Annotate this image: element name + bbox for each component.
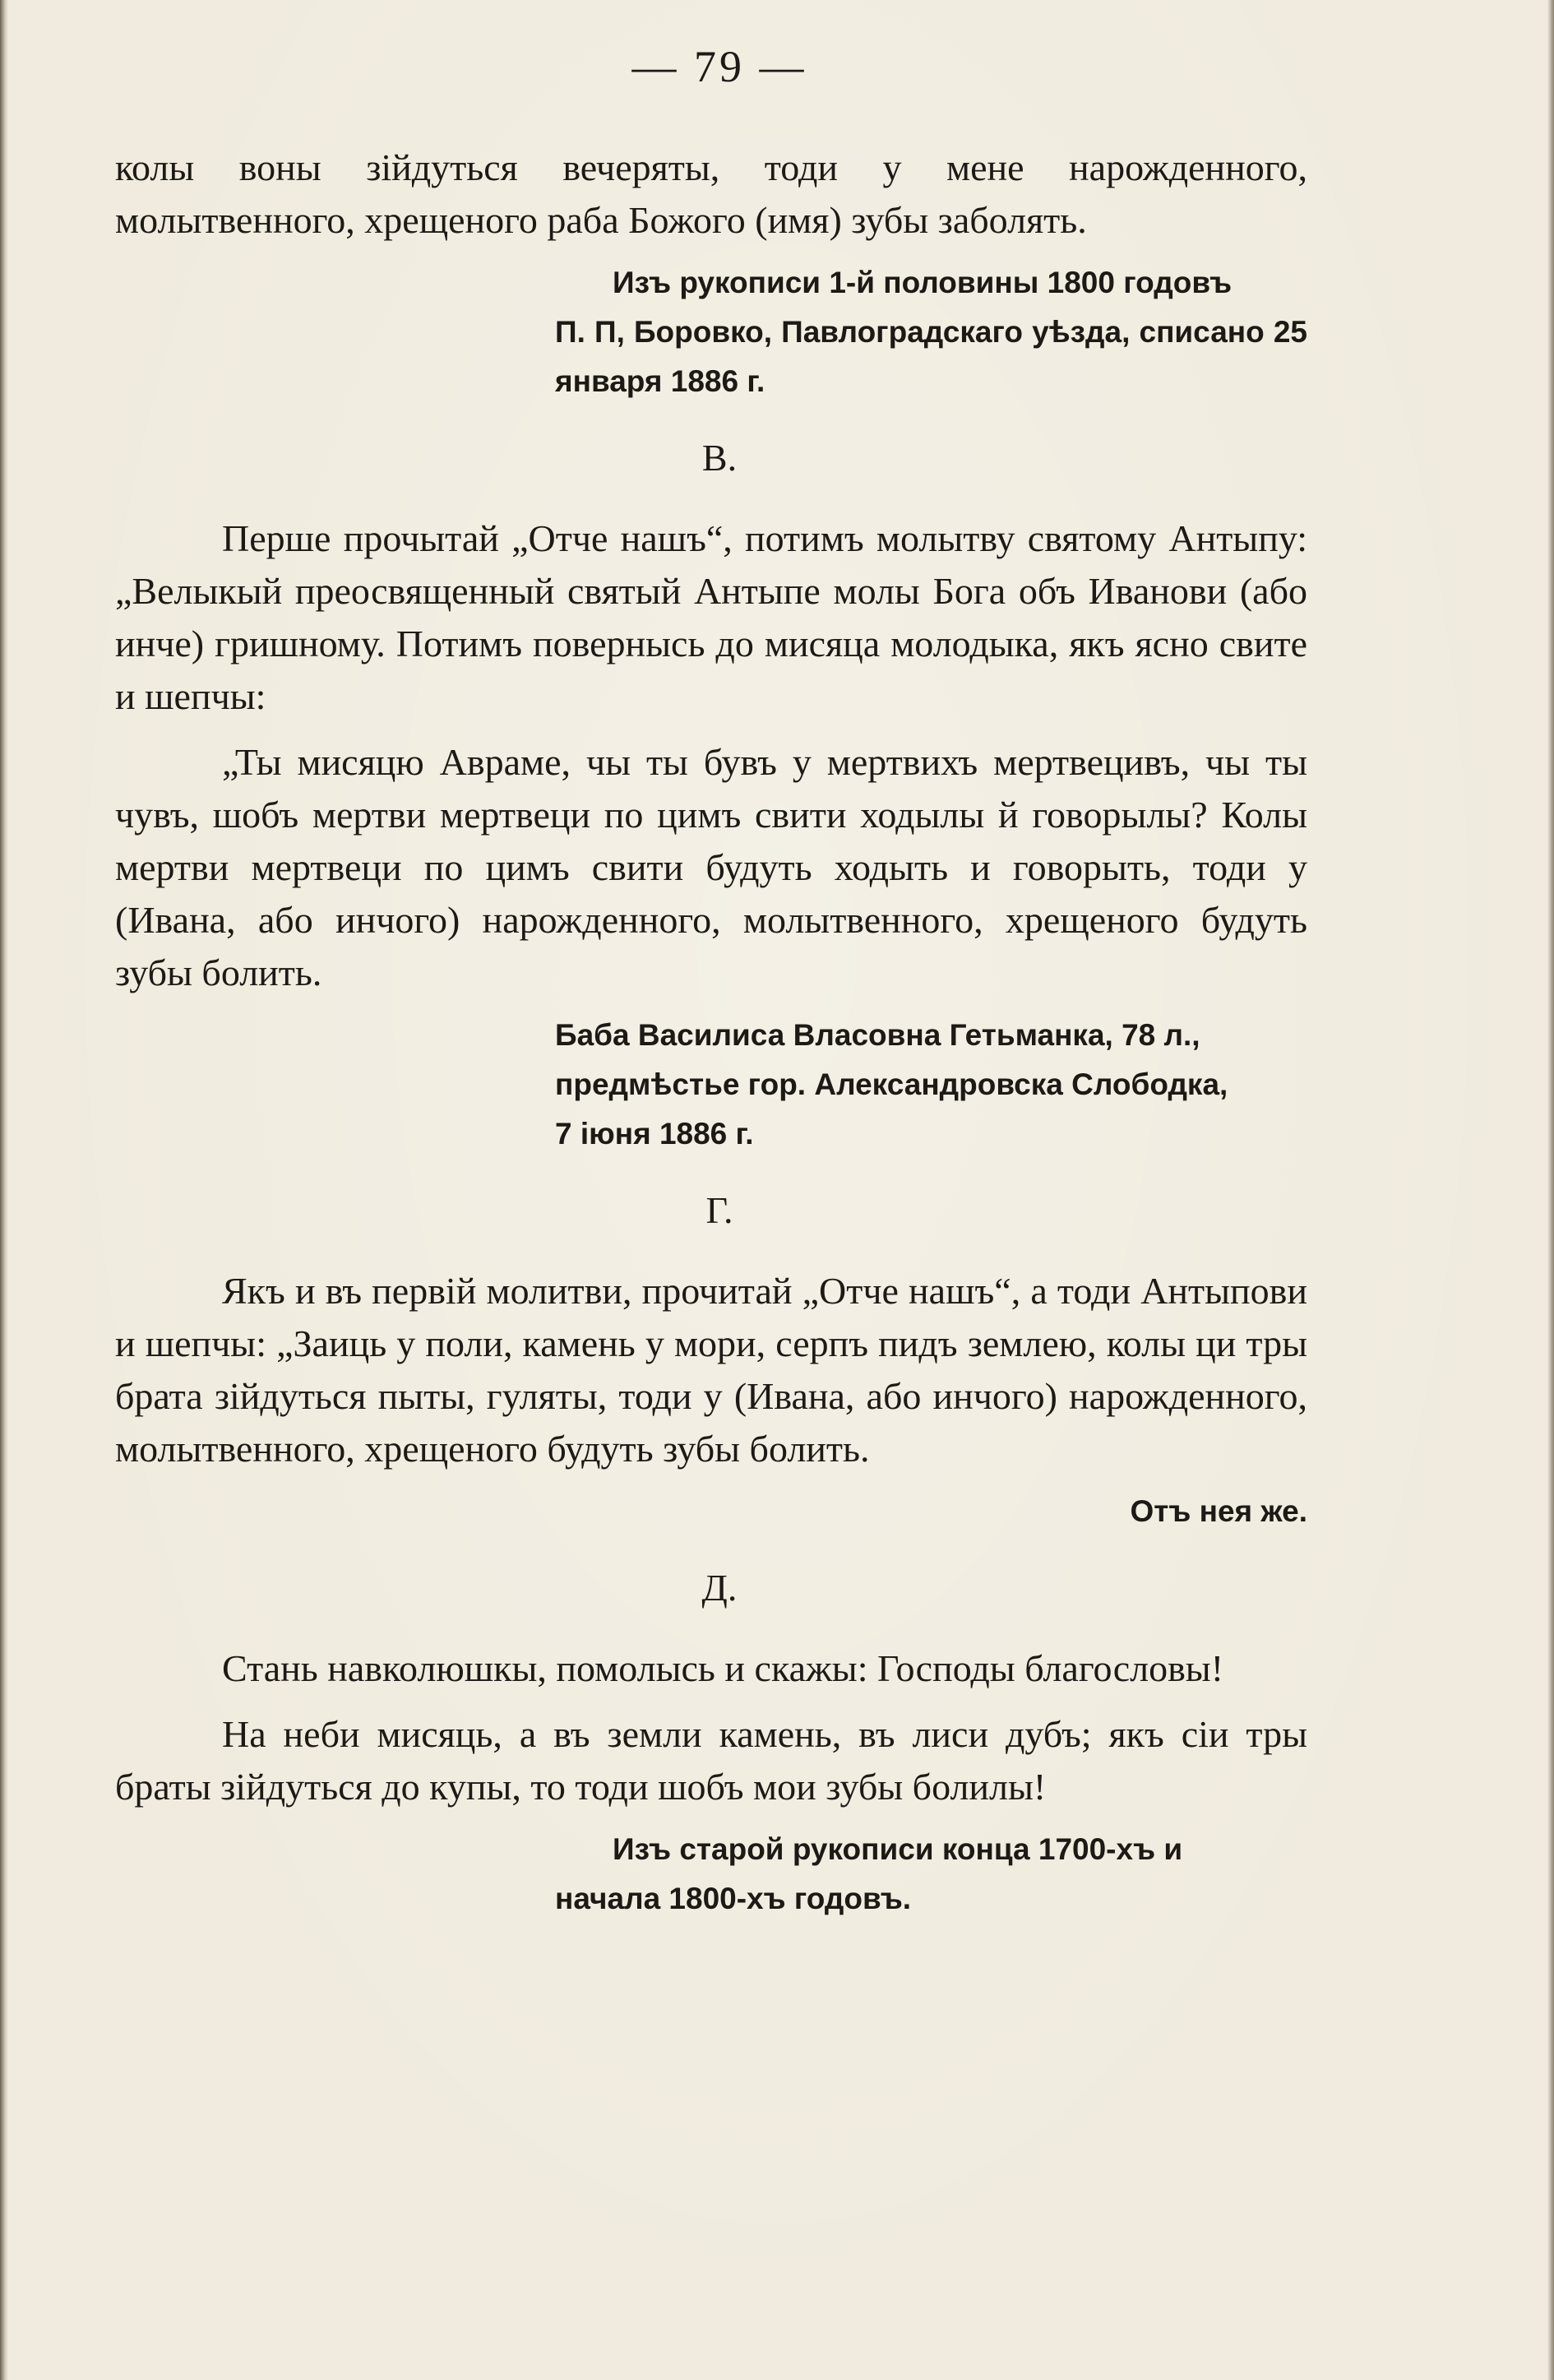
source-note-1-line-1: Изъ рукописи 1-й половины 1800 годовъ (613, 266, 1233, 299)
top-paragraph: колы воны зійдуться вечеряты, тоди у мене нарожденного, молытвенного, хрещеного раба Божого (имя) зубы заболять. (115, 146, 1307, 241)
source-note-v-line-3: 7 іюня 1886 г. (555, 1117, 754, 1151)
section-v-paragraph-1: Перше прочытай „Отче нашъ“, потимъ молытву святому Антыпу: „Велыкый преосвященный святый Антыпе молы Бога объ Иванови (або инче) гришному. Потимъ повернысь до мисяца молодыка, якъ ясно свите и шепчы: (115, 517, 1307, 717)
section-heading-g: Г. (705, 1189, 733, 1231)
section-heading-d: Д. (701, 1567, 738, 1609)
source-note-v-line-1: Баба Василиса Власовна Гетьманка, 78 л., (555, 1018, 1200, 1052)
section-v-paragraph-2: „Ты мисяцю Авраме, чы ты бувъ у мертвихъ мертвецивъ, чы ты чувъ, шобъ мертви мертвеци по цимъ свити ходылы й говорылы? Колы мертви мертвеци по цимъ свити будуть ходыть и говорыть, тоди у (Ивана, або инчого) нарожденного, молытвенного, хрещеного будуть зубы болить. (115, 741, 1307, 993)
source-note-v-line-2: предмѣстье гор. Александровска Слободка, (555, 1067, 1228, 1101)
source-note-d-line-1: Изъ старой рукописи конца 1700-хъ и (613, 1832, 1183, 1866)
source-note-d (115, 1825, 1307, 1924)
page-edge-right (1547, 0, 1554, 2380)
section-heading-v: В. (701, 437, 738, 479)
page-edge-left (0, 0, 8, 2380)
text-column (115, 41, 1307, 1924)
source-note-g (115, 1487, 1307, 1536)
source-note-v (115, 1011, 1307, 1159)
source-note-1-line-2: П. П, Боровко, Павлоградскаго уѣзда, списано 25 января 1886 г. (555, 315, 1307, 398)
source-note-d-line-2: начала 1800-хъ годовъ. (555, 1882, 912, 1915)
source-note-g-line: Отъ нея же. (1130, 1494, 1307, 1528)
section-g-paragraph: Якъ и въ первій молитви, прочитай „Отче нашъ“, а тоди Антыпови и шепчы: „Заиць у поли, камень у мори, серпъ пидъ землею, колы ци тры брата зійдуться пыты, гуляты, тоди у (Ивана, або инчого) нарожденного, молытвенного, хрещеного будуть зубы болить. (115, 1270, 1307, 1470)
section-d-paragraph-1: Стань навколюшкы, помолысь и скажы: Господы благословы! (222, 1647, 1224, 1689)
source-note-1 (115, 258, 1307, 406)
page-number: — 79 — (631, 42, 807, 91)
section-d-paragraph-2: На неби мисяць, а въ земли камень, въ лиси дубъ; якъ сіи тры браты зійдуться до купы, то тоди шобъ мои зубы болилы! (115, 1713, 1307, 1808)
